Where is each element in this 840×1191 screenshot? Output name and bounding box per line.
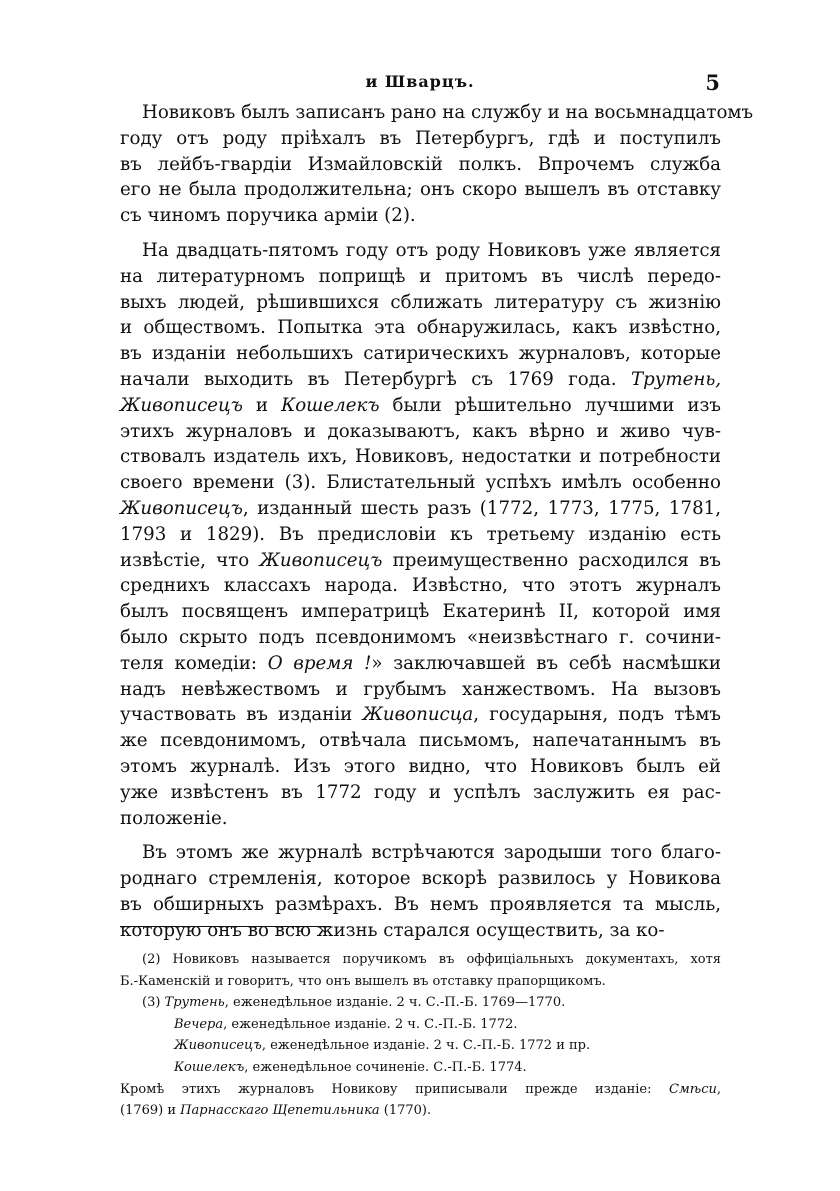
text-run: же псевдонимомъ, отвѣчала письмомъ, напечатаннымъ въ xyxy=(120,730,721,752)
text-line xyxy=(120,367,721,393)
footnotes xyxy=(120,949,721,1122)
italic-title: Кошелекъ xyxy=(174,1059,245,1075)
text-run: , изданный шесть разъ (1772, 1773, 1775, 1781, xyxy=(242,497,721,519)
text-run: было скрыто подъ псевдонимомъ «неизвѣстнаго г. сочини- xyxy=(120,626,721,648)
italic-title: Смѣси xyxy=(669,1081,717,1097)
text-line xyxy=(120,840,721,866)
text-run: съ чиномъ поручика арміи (2). xyxy=(120,205,416,227)
text-line xyxy=(120,548,721,574)
text-run: уже извѣстенъ въ 1772 году и успѣлъ заслужить ея рас- xyxy=(120,781,721,803)
text-line xyxy=(120,625,721,651)
text-run: теля комедіи: xyxy=(120,652,268,674)
text-run: среднихъ классахъ народа. Извѣстно, что этотъ журналъ xyxy=(120,575,721,597)
text-run: былъ посвященъ императрицѣ Екатеринѣ II, которой имя xyxy=(120,601,721,623)
text-run: , еженедѣльное изданіе. 2 ч. С.-П.-Б. 1772 и пр. xyxy=(261,1038,591,1054)
text-run: въ обширныхъ размѣрахъ. Въ немъ проявляется та мысль, xyxy=(120,893,721,915)
text-line xyxy=(120,393,721,419)
italic-title: Кошелекъ xyxy=(281,394,380,416)
footnote-line xyxy=(120,1014,721,1036)
text-run: положеніе. xyxy=(120,807,228,829)
text-run: , государыня, подъ тѣмъ xyxy=(473,704,721,726)
text-run: въ лейбъ-гвардіи Измайловскій полкъ. Впрочемъ служба xyxy=(120,153,721,175)
text-run: ствовалъ издатель ихъ, Новиковъ, недостатки и потребности xyxy=(120,446,721,468)
footnote-line xyxy=(120,1057,721,1079)
text-line xyxy=(120,728,721,754)
text-run: были рѣшительно лучшими изъ xyxy=(379,394,721,416)
text-run: Новиковъ былъ записанъ рано на службу и на восьмнадцатомъ xyxy=(142,102,754,123)
text-line xyxy=(120,264,721,290)
text-line xyxy=(120,892,721,918)
text-line xyxy=(120,419,721,445)
italic-title: Живописецъ xyxy=(120,497,243,519)
text-line xyxy=(120,290,721,316)
footnote-line xyxy=(120,949,721,971)
text-run: 1793 и 1829). Въ предисловіи къ третьему изданію есть xyxy=(120,523,721,545)
text-run: (3) xyxy=(142,995,165,1011)
text-run: На двадцать-пятомъ году отъ роду Новиковъ уже является xyxy=(142,239,721,261)
italic-title: Трутень, xyxy=(631,368,721,390)
italic-title: О время ! xyxy=(267,652,372,674)
italic-title: Трутень xyxy=(164,995,225,1011)
text-line xyxy=(120,203,721,229)
italic-title: Живописца xyxy=(362,704,474,726)
text-line xyxy=(120,702,721,728)
text-run: преимущественно расходился въ xyxy=(382,549,721,571)
text-line xyxy=(120,100,754,126)
text-run: году отъ роду пріѣхалъ въ Петербургъ, гдѣ и поступилъ xyxy=(120,127,721,149)
footnote-line xyxy=(120,1100,721,1122)
main-text xyxy=(120,100,754,944)
text-run: роднаго стремленія, которое вскорѣ развилось у Новикова xyxy=(120,868,721,890)
text-line xyxy=(120,780,721,806)
text-run: и xyxy=(242,394,282,416)
italic-title: Живописецъ xyxy=(259,549,383,571)
text-run: на литературномъ поприщѣ и притомъ въ числѣ передо- xyxy=(120,265,721,287)
text-run: этомъ журналѣ. Изъ этого видно, что Новиковъ былъ ей xyxy=(120,755,721,777)
text-line xyxy=(120,599,721,625)
italic-title: Парнасскаго Щепетильника xyxy=(180,1103,380,1119)
text-line xyxy=(120,126,721,152)
text-run: начали выходить въ Петербургѣ съ 1769 года. xyxy=(120,368,631,390)
text-line xyxy=(120,470,721,496)
running-head: и Шварцъ. xyxy=(365,72,475,91)
text-line xyxy=(120,677,721,703)
page-number: 5 xyxy=(705,70,720,95)
text-run: надъ невѣжествомъ и грубымъ ханжествомъ. На вызовъ xyxy=(120,678,721,700)
text-run: (1769) и xyxy=(120,1103,181,1119)
text-run: участвовать въ изданіи xyxy=(120,704,363,726)
footnote-line xyxy=(120,971,721,993)
text-run: и обществомъ. Попытка эта обнаружилась, какъ извѣстно, xyxy=(120,317,721,339)
text-run: , еженедѣльное сочиненіе. С.-П.-Б. 1774. xyxy=(244,1059,527,1075)
text-run: (1770). xyxy=(379,1103,432,1119)
text-run: которую онъ во всю жизнь старался осуществить, за ко- xyxy=(120,919,665,941)
footnote-line xyxy=(120,992,721,1014)
paragraph xyxy=(120,100,754,229)
text-run: этихъ журналовъ и доказываютъ, какъ вѣрно и живо чув- xyxy=(120,420,721,442)
text-run: въ изданіи небольшихъ сатирическихъ журналовъ, которые xyxy=(120,343,721,365)
text-line xyxy=(120,866,721,892)
text-line xyxy=(120,806,721,832)
footnote-line xyxy=(120,1079,721,1101)
italic-title: Вечера xyxy=(174,1016,224,1032)
text-line xyxy=(120,177,721,203)
text-run: , xyxy=(716,1081,721,1097)
italic-title: Живописецъ xyxy=(120,394,243,416)
text-run: » заключавшей въ себѣ насмѣшки xyxy=(371,652,721,674)
footnote-line xyxy=(120,1035,721,1057)
text-line xyxy=(120,496,721,522)
paragraph xyxy=(120,238,721,831)
paragraph xyxy=(120,840,721,943)
text-line xyxy=(120,444,721,470)
text-line xyxy=(120,754,721,780)
text-run: Кромѣ этихъ журналовъ Новикову приписывали прежде изданіе: xyxy=(120,1081,669,1097)
text-line xyxy=(120,573,721,599)
footnote-rule xyxy=(120,926,331,927)
text-line xyxy=(120,522,721,548)
text-run: выхъ людей, рѣшившихся сближать литературу съ жизнію xyxy=(120,291,721,313)
text-line xyxy=(120,152,721,178)
text-line xyxy=(120,918,721,944)
italic-title: Живописецъ xyxy=(174,1038,262,1054)
text-run: , еженедѣльное изданіе. 2 ч. С.-П.-Б. 1772. xyxy=(223,1016,518,1032)
text-line xyxy=(120,651,721,677)
text-run: Въ этомъ же журналѣ встрѣчаются зародыши того благо- xyxy=(142,842,721,864)
text-line xyxy=(120,315,721,341)
text-run: , еженедѣльное изданіе. 2 ч. С.-П.-Б. 1769—1770. xyxy=(224,995,566,1011)
text-run: его не была продолжительна; онъ скоро вышелъ въ отставку xyxy=(120,179,721,201)
text-run: Б.-Каменскій и говоритъ, что онъ вышелъ въ отставку прапорщикомъ. xyxy=(120,973,606,989)
page-header xyxy=(120,72,720,98)
text-run: своего времени (3). Блистательный успѣхъ имѣлъ особенно xyxy=(120,472,721,494)
text-line xyxy=(120,341,721,367)
text-line xyxy=(120,238,721,264)
text-run: (2) Новиковъ называется поручикомъ въ оффиціальныхъ документахъ, хотя xyxy=(142,952,721,967)
text-run: извѣстіе, что xyxy=(120,549,260,571)
